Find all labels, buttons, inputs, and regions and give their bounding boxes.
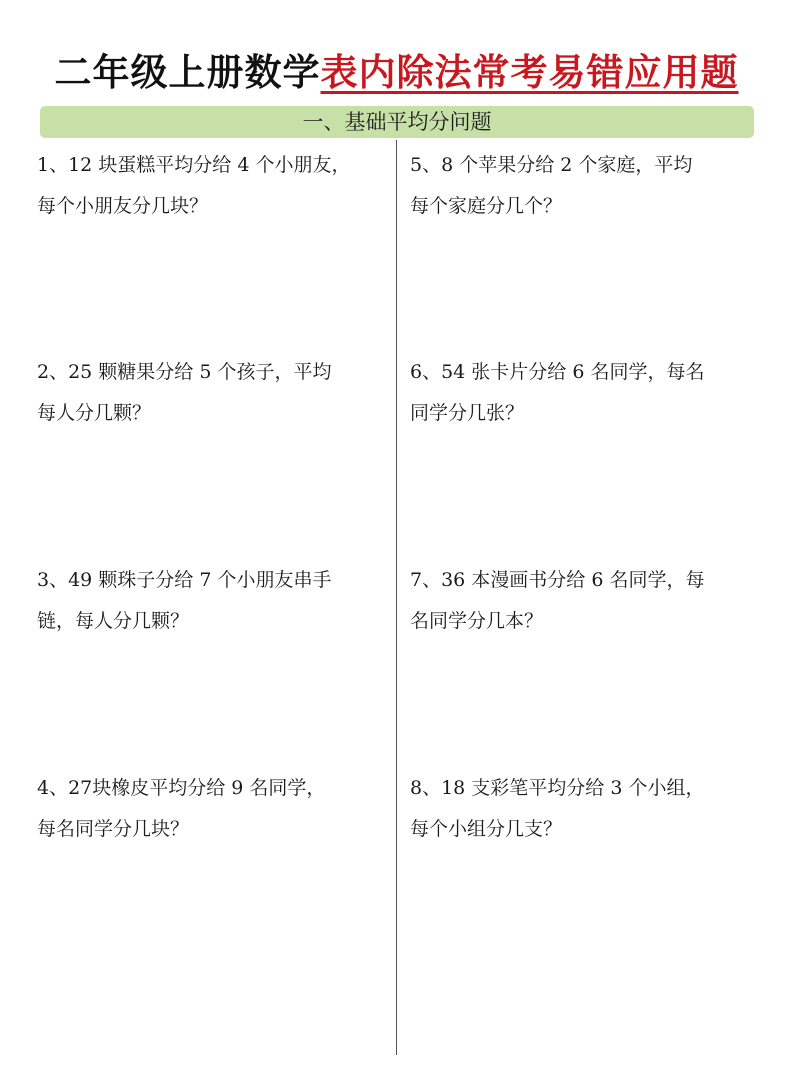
question-8 <box>410 768 760 850</box>
title-grade-part: 二年级上册数学 <box>54 51 321 94</box>
question-8-line-1: 8、18 支彩笔平均分给 3 个小组， <box>410 777 705 799</box>
section-title: 一、基础平均分问题 <box>302 110 492 134</box>
question-1-line-2: 每个小朋友分几块？ <box>37 195 209 217</box>
question-4-line-2: 每名同学分几块？ <box>37 818 190 840</box>
question-1 <box>37 145 387 227</box>
question-5 <box>410 145 760 227</box>
column-divider <box>396 140 397 1055</box>
question-1-line-1: 1、12 块蛋糕平均分给 4 个小朋友， <box>37 154 351 176</box>
question-2-line-1: 2、25 颗糖果分给 5 个孩子，平均 <box>37 361 332 383</box>
question-5-line-2: 每个家庭分几个？ <box>410 195 563 217</box>
question-7 <box>410 560 760 642</box>
page-title <box>0 42 793 103</box>
question-3-line-2: 链，每人分几颗？ <box>37 610 190 632</box>
question-8-line-2: 每个小组分几支？ <box>410 818 563 840</box>
question-3 <box>37 560 387 642</box>
title-topic-part: 表内除法常考易错应用题 <box>320 50 739 94</box>
question-4-line-1: 4、27块橡皮平均分给 9 名同学， <box>37 777 326 799</box>
question-6 <box>410 352 760 434</box>
question-4 <box>37 768 387 850</box>
question-2 <box>37 352 387 434</box>
question-6-line-2: 同学分几张？ <box>410 402 525 424</box>
section-header <box>40 106 754 138</box>
question-2-line-2: 每人分几颗？ <box>37 402 152 424</box>
question-3-line-1: 3、49 颗珠子分给 7 个小朋友串手 <box>37 569 332 591</box>
question-6-line-1: 6、54 张卡片分给 6 名同学，每名 <box>410 361 705 383</box>
question-5-line-1: 5、8 个苹果分给 2 个家庭，平均 <box>410 154 693 176</box>
question-7-line-2: 名同学分几本？ <box>410 610 544 632</box>
question-7-line-1: 7、36 本漫画书分给 6 名同学，每 <box>410 569 705 591</box>
